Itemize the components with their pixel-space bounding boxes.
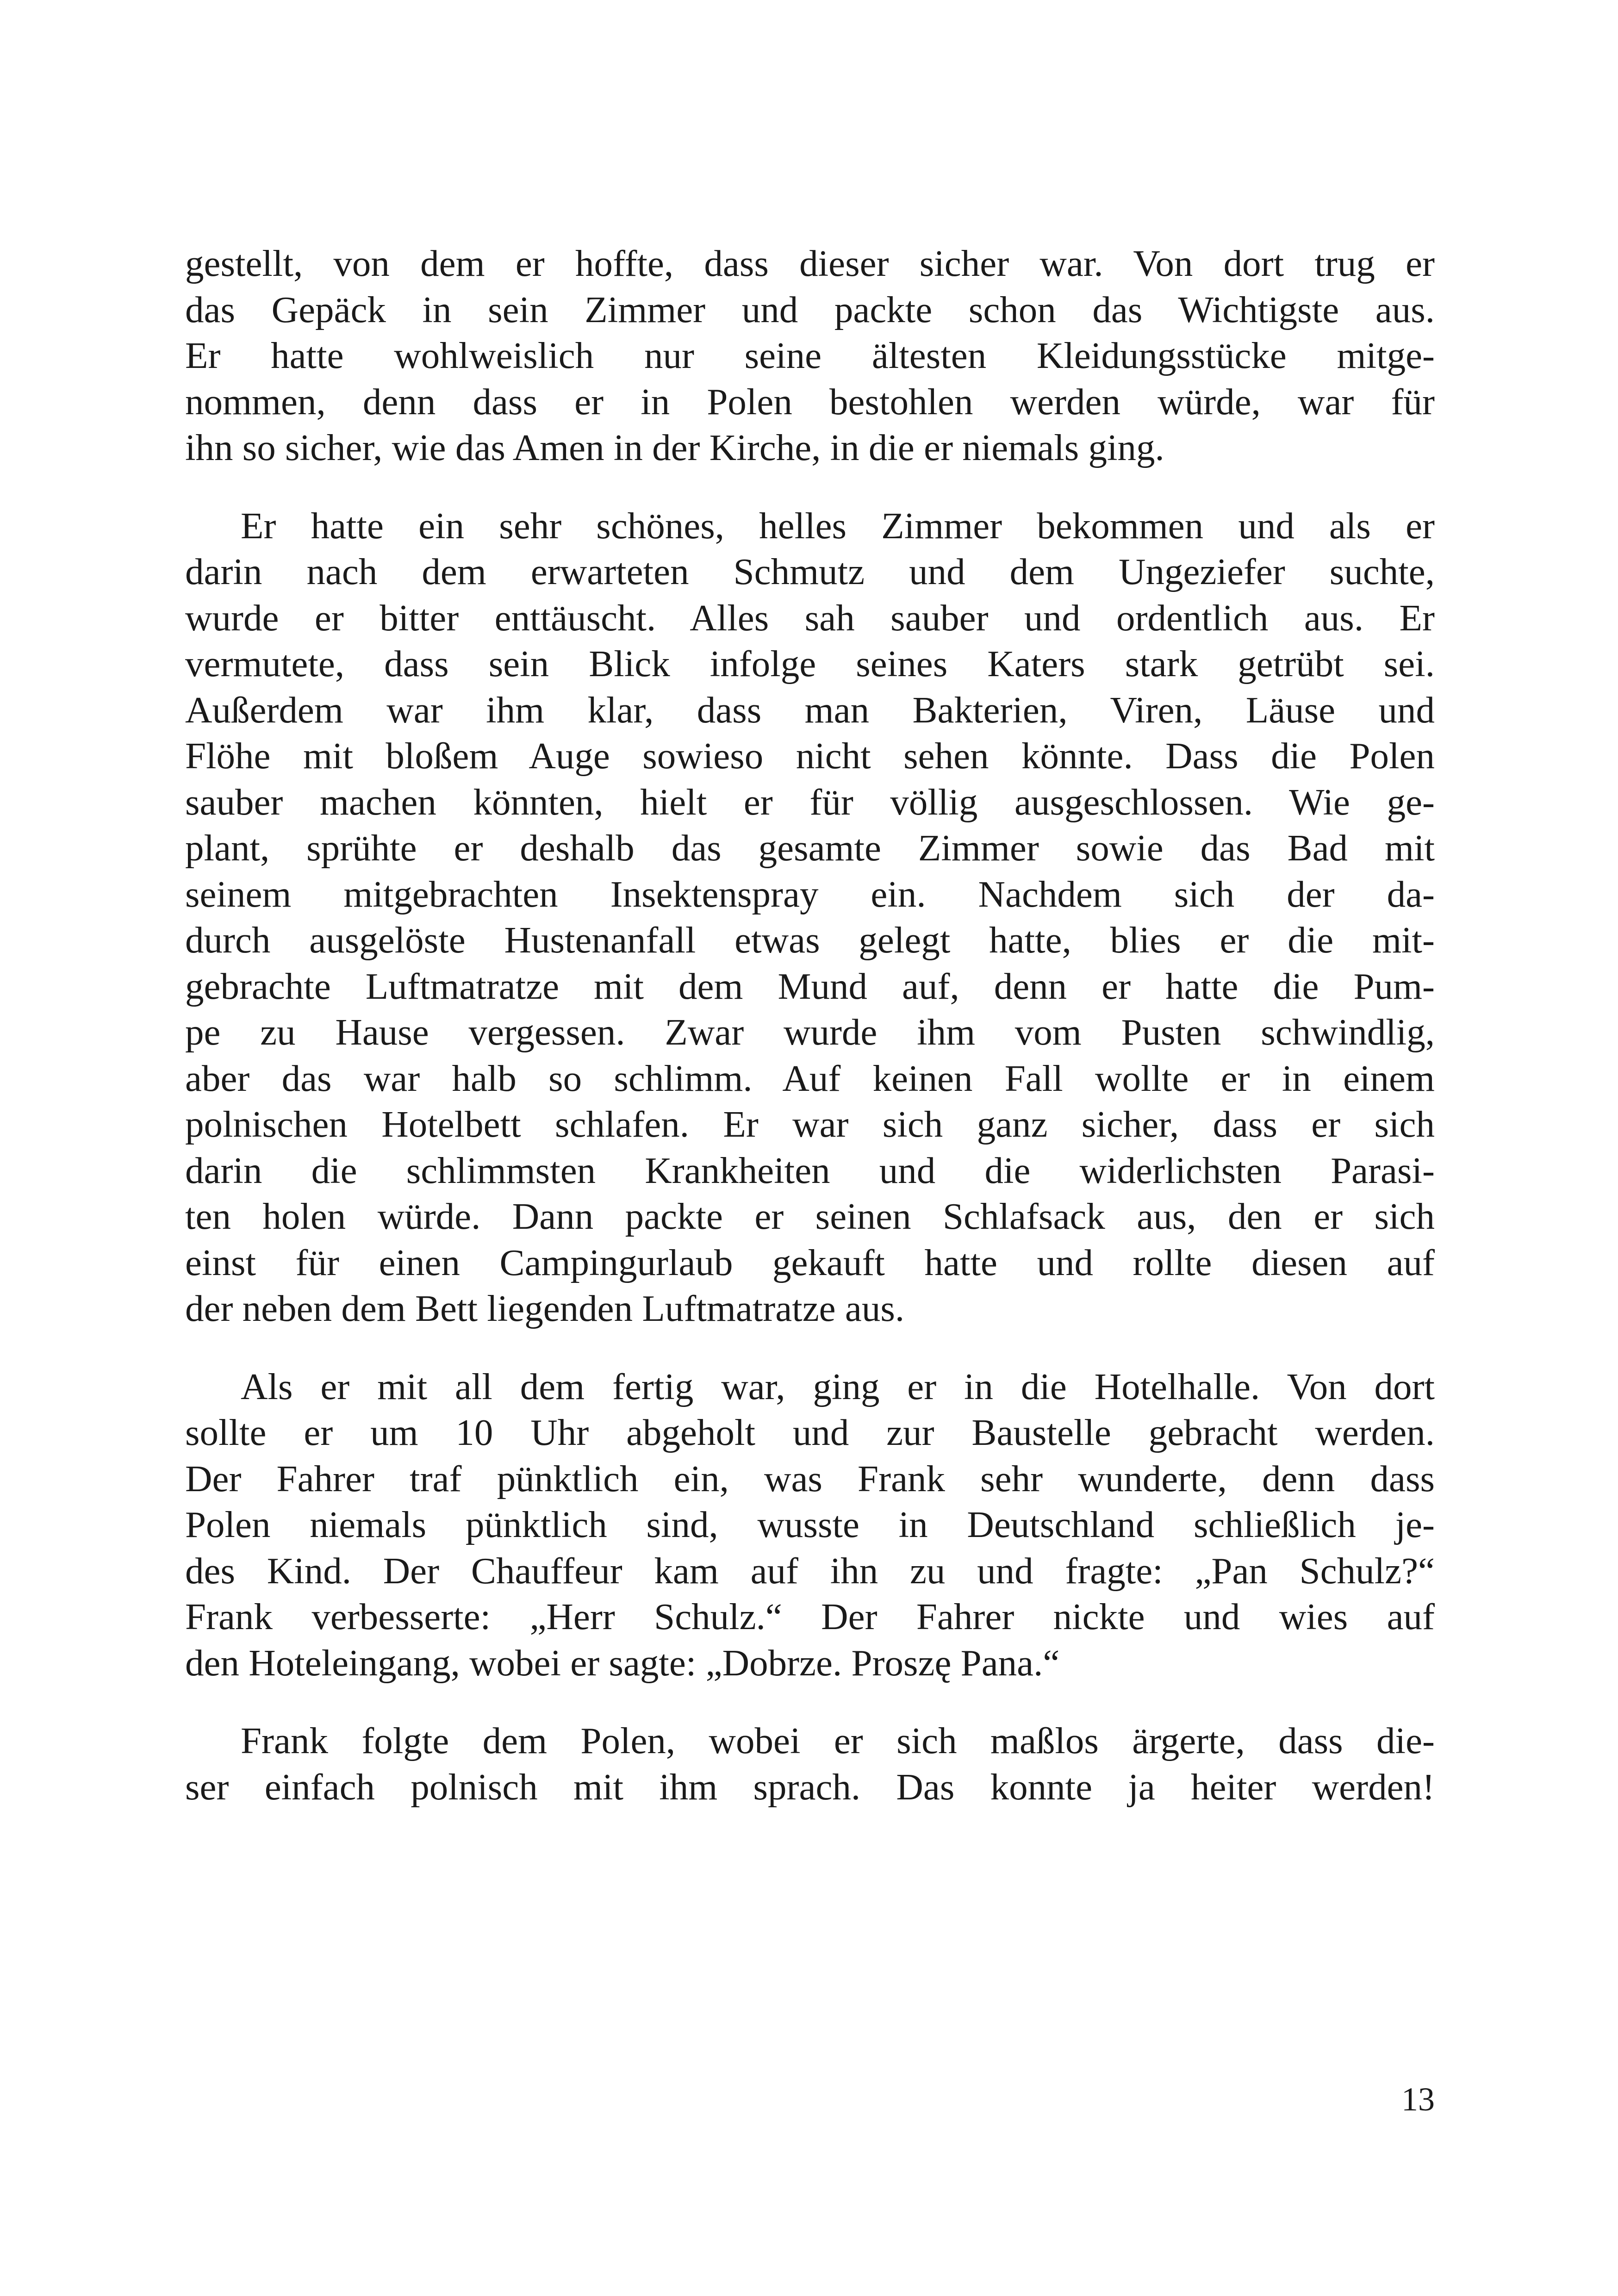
text-line: das Gepäck in sein Zimmer und packte schon das Wichtigste aus. bbox=[185, 288, 1435, 330]
page-number: 13 bbox=[1401, 2081, 1435, 2118]
text-line: vermutete, dass sein Blick infolge seines Katers stark getrübt sei. bbox=[185, 643, 1435, 684]
paragraph bbox=[185, 1364, 1435, 1686]
text-line: gebrachte Luftmatratze mit dem Mund auf, denn er hatte die Pum- bbox=[185, 965, 1435, 1007]
text-line: plant, sprühte er deshalb das gesamte Zimmer sowie das Bad mit bbox=[185, 827, 1435, 869]
text-line: Er hatte wohlweislich nur seine ältesten Kleidungsstücke mitge- bbox=[185, 335, 1435, 376]
text-line: des Kind. Der Chauffeur kam auf ihn zu und fragte: „Pan Schulz?“ bbox=[185, 1549, 1435, 1592]
text-line: polnischen Hotelbett schlafen. Er war sich ganz sicher, dass er sich bbox=[185, 1103, 1435, 1145]
text-line: sollte er um 10 Uhr abgeholt und zur Baustelle gebracht werden. bbox=[185, 1412, 1435, 1453]
text-line: seinem mitgebrachten Insektenspray ein. Nachdem sich der da- bbox=[185, 873, 1435, 915]
text-line: durch ausgelöste Hustenanfall etwas gelegt hatte, blies er die mit- bbox=[185, 919, 1435, 961]
text-line: ihn so sicher, wie das Amen in der Kirche, in die er niemals ging. bbox=[185, 427, 1164, 468]
book-page-body bbox=[185, 241, 1435, 1842]
text-line: Der Fahrer traf pünktlich ein, was Frank sehr wunderte, denn dass bbox=[185, 1457, 1435, 1500]
text-line: Frank verbesserte: „Herr Schulz.“ Der Fahrer nickte und wies auf bbox=[185, 1596, 1435, 1637]
text-line: Polen niemals pünktlich sind, wusste in Deutschland schließlich je- bbox=[185, 1504, 1435, 1545]
text-line: nommen, denn dass er in Polen bestohlen werden würde, war für bbox=[185, 380, 1435, 423]
text-line: darin nach dem erwarteten Schmutz und dem Ungeziefer suchte, bbox=[185, 551, 1435, 592]
text-line: gestellt, von dem er hoffte, dass dieser sicher war. Von dort trug er bbox=[185, 243, 1435, 284]
text-line: aber das war halb so schlimm. Auf keinen Fall wollte er in einem bbox=[185, 1057, 1435, 1099]
paragraph bbox=[185, 241, 1435, 471]
text-line: einst für einen Campingurlaub gekauft hatte und rollte diesen auf bbox=[185, 1241, 1435, 1283]
text-line: den Hoteleingang, wobei er sagte: „Dobrze. Proszę Pana.“ bbox=[185, 1642, 1060, 1684]
paragraph bbox=[185, 503, 1435, 1332]
text-line: Frank folgte dem Polen, wobei er sich maßlos ärgerte, dass die- bbox=[241, 1720, 1435, 1761]
text-line: der neben dem Bett liegenden Luftmatratze aus. bbox=[185, 1288, 905, 1329]
text-line: darin die schlimmsten Krankheiten und die widerlichsten Parasi- bbox=[185, 1149, 1435, 1191]
text-line: Er hatte ein sehr schönes, helles Zimmer bekommen und als er bbox=[241, 504, 1435, 547]
text-line: Als er mit all dem fertig war, ging er in die Hotelhalle. Von dort bbox=[241, 1365, 1435, 1407]
text-line: ser einfach polnisch mit ihm sprach. Das konnte ja heiter werden! bbox=[185, 1766, 1435, 1808]
paragraph bbox=[185, 1718, 1435, 1810]
text-line: Flöhe mit bloßem Auge sowieso nicht sehen könnte. Dass die Polen bbox=[185, 735, 1435, 777]
text-line: ten holen würde. Dann packte er seinen Schlafsack aus, den er sich bbox=[185, 1195, 1435, 1237]
text-line: pe zu Hause vergessen. Zwar wurde ihm vom Pusten schwindlig, bbox=[185, 1011, 1435, 1053]
text-line: wurde er bitter enttäuscht. Alles sah sauber und ordentlich aus. Er bbox=[185, 597, 1435, 639]
text-line: sauber machen könnten, hielt er für völlig ausgeschlossen. Wie ge- bbox=[185, 781, 1435, 823]
text-line: Außerdem war ihm klar, dass man Bakterien, Viren, Läuse und bbox=[185, 689, 1435, 731]
